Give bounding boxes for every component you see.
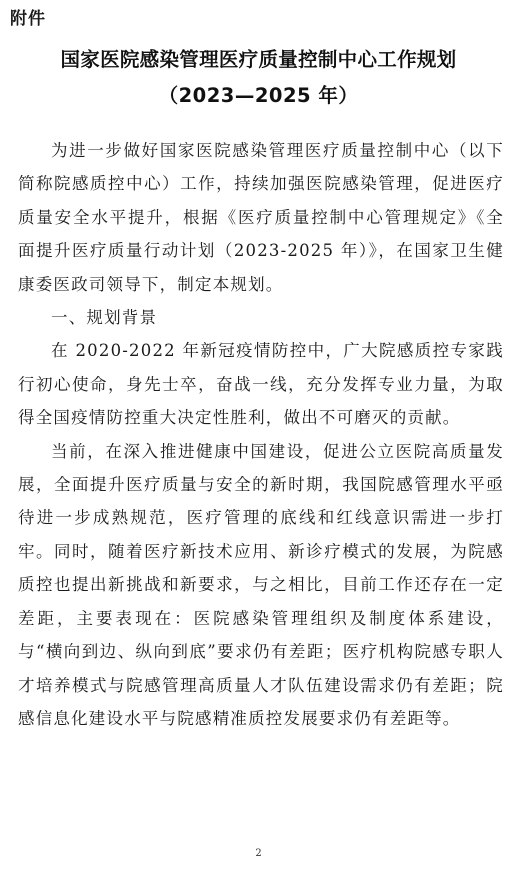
document-title: 国家医院感染管理医疗质量控制中心工作规划 — [60, 48, 457, 71]
section-heading-background: 一、规划背景 — [51, 308, 158, 328]
page-number: 2 — [255, 848, 262, 859]
annex-label: 附件 — [10, 9, 46, 29]
document-body — [18, 134, 504, 735]
document-subtitle-years: （2023—2025 年） — [158, 84, 359, 107]
background-paragraph-2: 当前，在深入推进健康中国建设，促进公立医院高质量发展，全面提升医疗质量与安全的新时期，我国院感管理水平亟待进一步成熟规范，医疗管理的底线和红线意识需进一步打牢。同时，随着医疗新技术应用、新诊疗模式的发展，为院感质控也提出新挑战和新要求，与之相比，目前工作还存在一定差距，主要表现在：医院感染管理组织及制度体系建设，与“横向到边、纵向到底”要求仍有差距；医疗机构院感专职人才培养模式与院感管理高质量人才队伍建设需求仍有差距；院感信息化建设水平与院感精准质控发展要求仍有差距等。 — [18, 441, 504, 728]
intro-paragraph: 为进一步做好国家医院感染管理医疗质量控制中心（以下简称院感质控中心）工作，持续加强医院感染管理，促进医疗质量安全水平提升，根据《医疗质量控制中心管理规定》《全面提升医疗质量行动计划（2023-2025 年）》，在国家卫生健康委医政司领导下，制定本规划。 — [18, 141, 504, 294]
background-paragraph-1: 在 2020-2022 年新冠疫情防控中，广大院感质控专家践行初心使命，身先士卒，奋战一线，充分发挥专业力量，为取得全国疫情防控重大决定性胜利，做出不可磨灭的贡献。 — [18, 341, 504, 428]
